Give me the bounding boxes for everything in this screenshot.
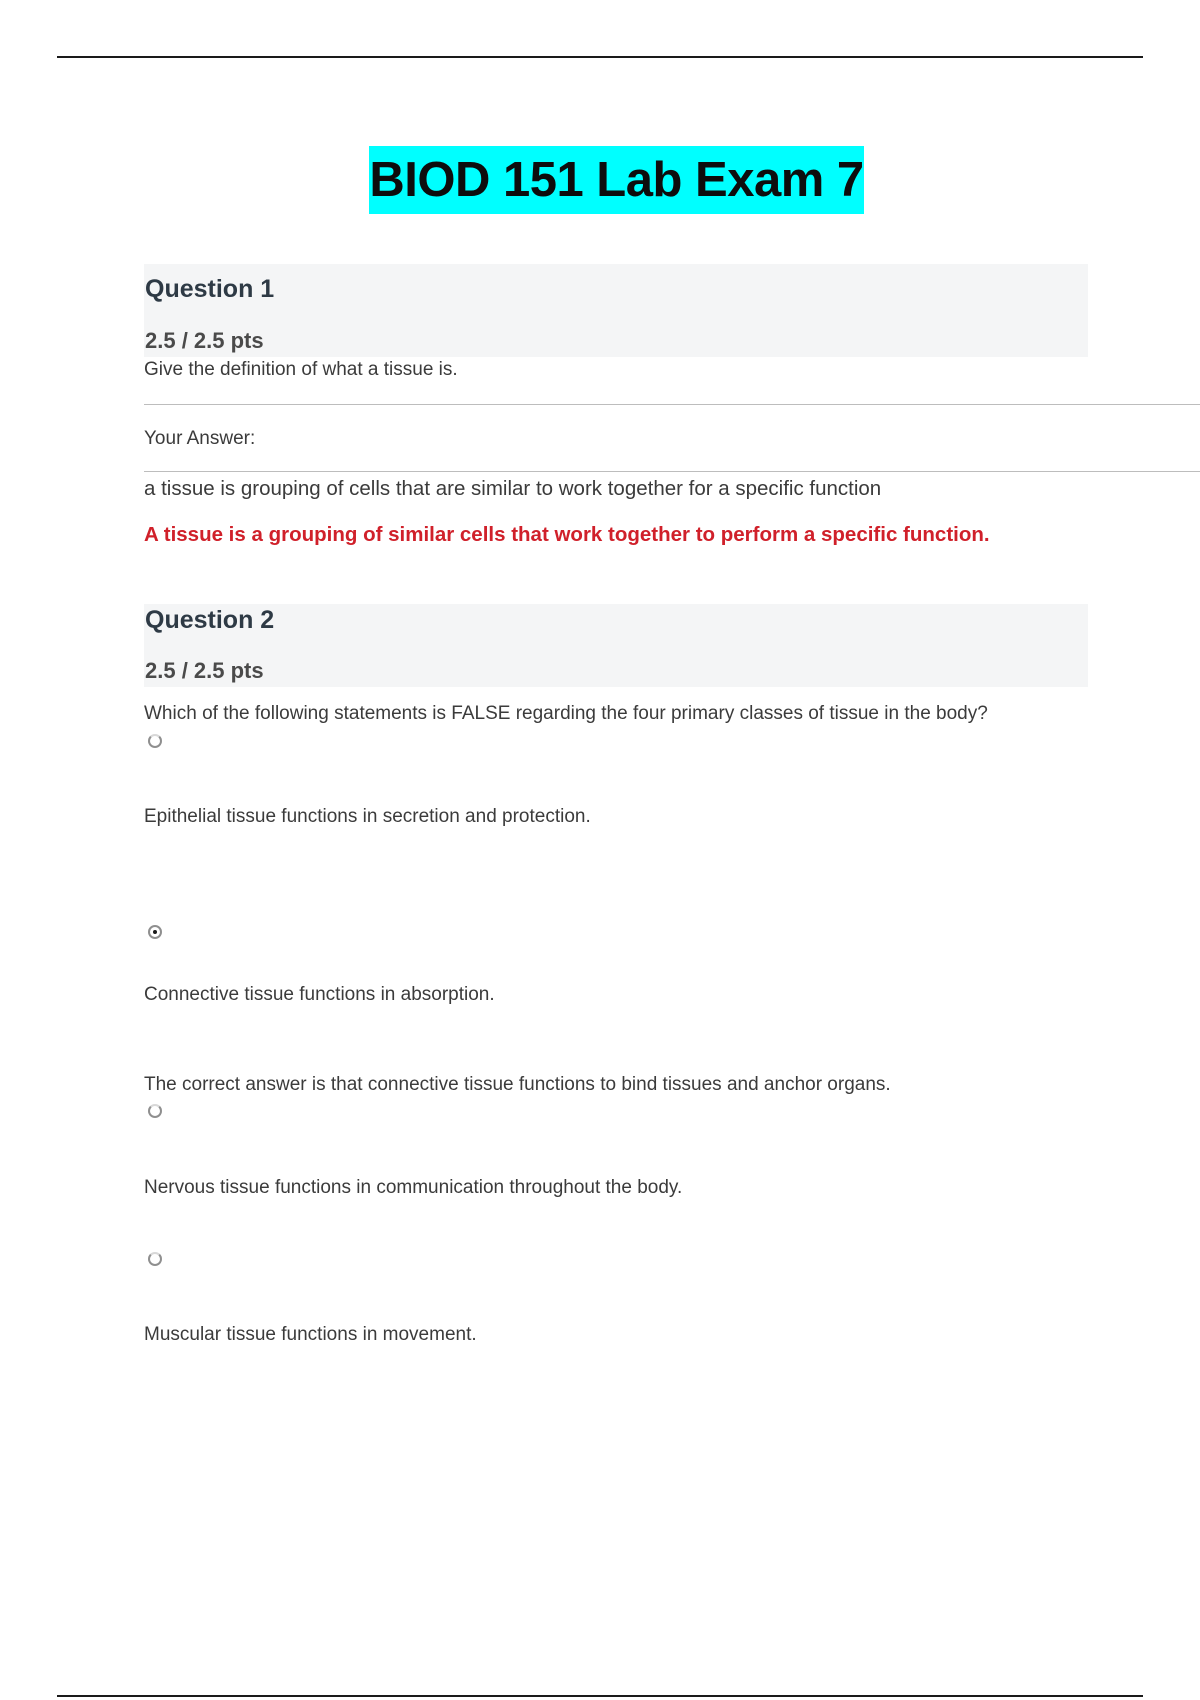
option-4-text: Muscular tissue functions in movement. [144, 1324, 477, 1345]
option-2-radio-selected[interactable] [148, 925, 162, 939]
question-1-header [144, 264, 1088, 357]
divider [144, 404, 1200, 405]
option-2-text: Connective tissue functions in absorption. [144, 984, 495, 1005]
option-3-text: Nervous tissue functions in communication throughout the body. [144, 1177, 683, 1198]
bottom-rule [57, 1695, 1143, 1697]
your-answer-label: Your Answer: [144, 428, 256, 449]
question-2-header [144, 604, 1088, 687]
option-1-radio[interactable] [148, 734, 162, 748]
question-1-points: 2.5 / 2.5 pts [145, 328, 264, 353]
document-title: BIOD 151 Lab Exam 7 [369, 146, 864, 214]
option-1-text: Epithelial tissue functions in secretion and protection. [144, 806, 591, 827]
explanation-text: The correct answer is that connective tissue functions to bind tissues and anchor organs. [144, 1074, 891, 1095]
top-rule [57, 56, 1143, 58]
correct-answer-text: A tissue is a grouping of similar cells that work together to perform a specific function. [144, 523, 990, 546]
question-2-prompt: Which of the following statements is FALSE regarding the four primary classes of tissue in the body? [144, 703, 988, 724]
question-1-prompt: Give the definition of what a tissue is. [144, 359, 458, 380]
question-2-points: 2.5 / 2.5 pts [145, 658, 264, 683]
option-3-radio[interactable] [148, 1104, 162, 1118]
question-2-title: Question 2 [145, 606, 275, 634]
question-1-title: Question 1 [145, 275, 275, 303]
option-4-radio[interactable] [148, 1252, 162, 1266]
divider [144, 471, 1200, 472]
your-answer-text: a tissue is grouping of cells that are similar to work together for a specific function [144, 477, 882, 500]
